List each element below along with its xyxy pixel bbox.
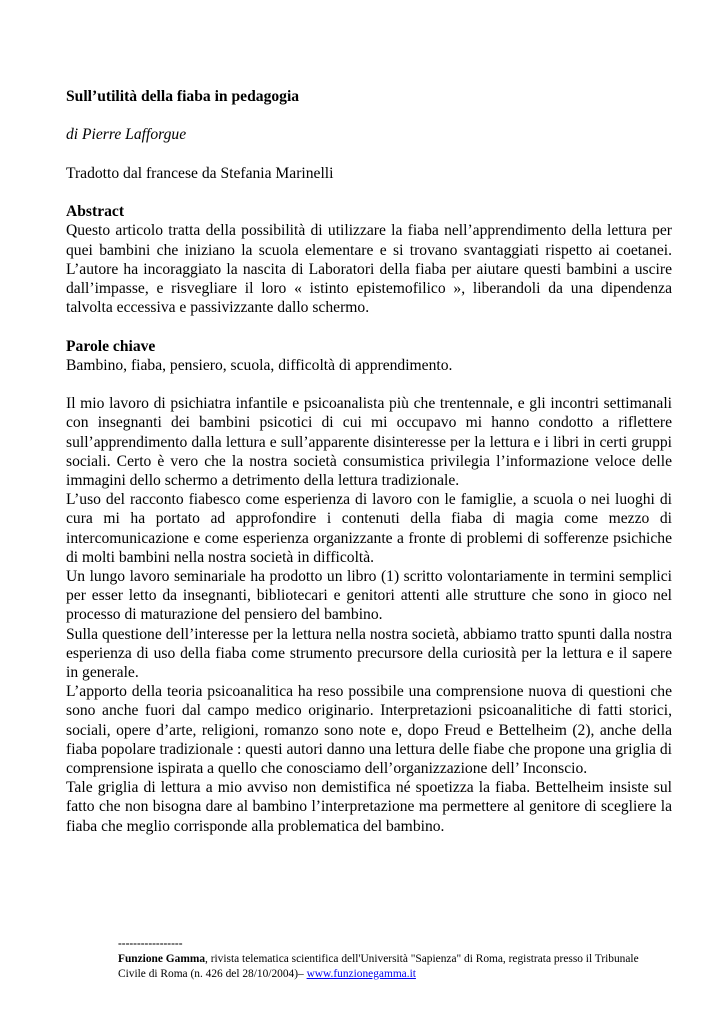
abstract-text: Questo articolo tratta della possibilità di utilizzare la fiaba nell’apprendimento della lettura per quei bambini che iniziano la scuola elementare e si trovano svantaggiati rispetto ai coetanei. L’autore ha incoraggiato la nascita di Laboratori della fiaba per aiutare questi bambini a uscire dall’impasse, e risvegliare il loro « istinto epistemofilico », liberandoli da una dipendenza talvolta eccessiva e passivizzante dallo schermo.: [66, 222, 672, 317]
page-footer: [118, 937, 658, 981]
body-paragraph: Il mio lavoro di psichiatra infantile e psicoanalista più che trentennale, e gli incontri settimanali con insegnanti dei bambini psicotici di cui mi occupavo mi hanno condotto a riflettere sull’apprendimento dalla lettura e sull’apparente disinteresse per la lettura e i libri in certi gruppi sociali. Certo è vero che la nostra società consumistica privilegia l’informazione veloce delle immagini dello schermo a detrimento della lettura tradizionale.: [66, 395, 672, 489]
footer-website-link[interactable]: www.funzionegamma.it: [306, 967, 416, 980]
body-paragraph: L’uso del racconto fiabesco come esperienza di lavoro con le famiglie, a scuola o nei luoghi di cura mi ha portato ad approfondire i contenuti della fiaba di magia come mezzo di intercomunicazione e come esperienza organizzante a fronte di problemi di sofferenze psichiche di molti bambini nella nostra società in difficoltà.: [66, 491, 672, 566]
article-content: [66, 87, 672, 836]
footer-note: [118, 952, 658, 982]
body-paragraph: Tale griglia di lettura a mio avviso non demistifica né spoetizza la fiaba. Bettelheim insiste sul fatto che non bisogna dare al bambino l’interpretazione ma permettere al genitore di scegliere la fiaba che meglio corrisponde alla problematica del bambino.: [66, 779, 672, 835]
article-title: Sull’utilità della fiaba in pedagogia: [66, 88, 300, 105]
body-paragraph: Un lungo lavoro seminariale ha prodotto un libro (1) scritto volontariamente in termini semplici per esser letto da insegnanti, bibliotecari e genitori attenti alle strutture che sono in gioco nel processo di maturazione del pensiero del bambino.: [66, 568, 672, 624]
footer-text: , rivista telematica scientifica dell'Università "Sapienza" di Roma, registrata presso il Tribunale Civile di Roma (n. 426 del 28/10/2004)–: [118, 952, 639, 980]
abstract-heading: Abstract: [66, 203, 125, 221]
article-author: di Pierre Lafforgue: [66, 126, 187, 144]
body-paragraph: L’apporto della teoria psicoanalitica ha reso possibile una comprensione nuova di questioni che sono anche fuori dal campo medico originario. Interpretazioni psicoanalitiche di fatti storici, sociali, opere d’arte, religioni, romanzo sono note e, dopo Freud e Bettelheim (2), anche della fiaba popolare tradizionale : questi autori danno una lettura delle fiabe che propone una griglia di comprensione ispirata a quello che conosciamo dell’organizzazione dell’ Inconscio.: [66, 683, 672, 778]
keywords-text: Bambino, fiaba, pensiero, scuola, difficoltà di apprendimento.: [66, 356, 453, 374]
footer-rule: -----------------: [118, 938, 183, 950]
body-paragraph: Sulla questione dell’interesse per la lettura nella nostra società, abbiamo tratto spunti dalla nostra esperienza di uso della fiaba come strumento precursore della curiosità per la lettura e il sapere in generale.: [66, 625, 672, 682]
keywords-heading: Parole chiave: [66, 337, 156, 355]
article-translator: Tradotto dal francese da Stefania Marinelli: [66, 164, 334, 182]
footer-journal-name: Funzione Gamma: [118, 952, 206, 965]
